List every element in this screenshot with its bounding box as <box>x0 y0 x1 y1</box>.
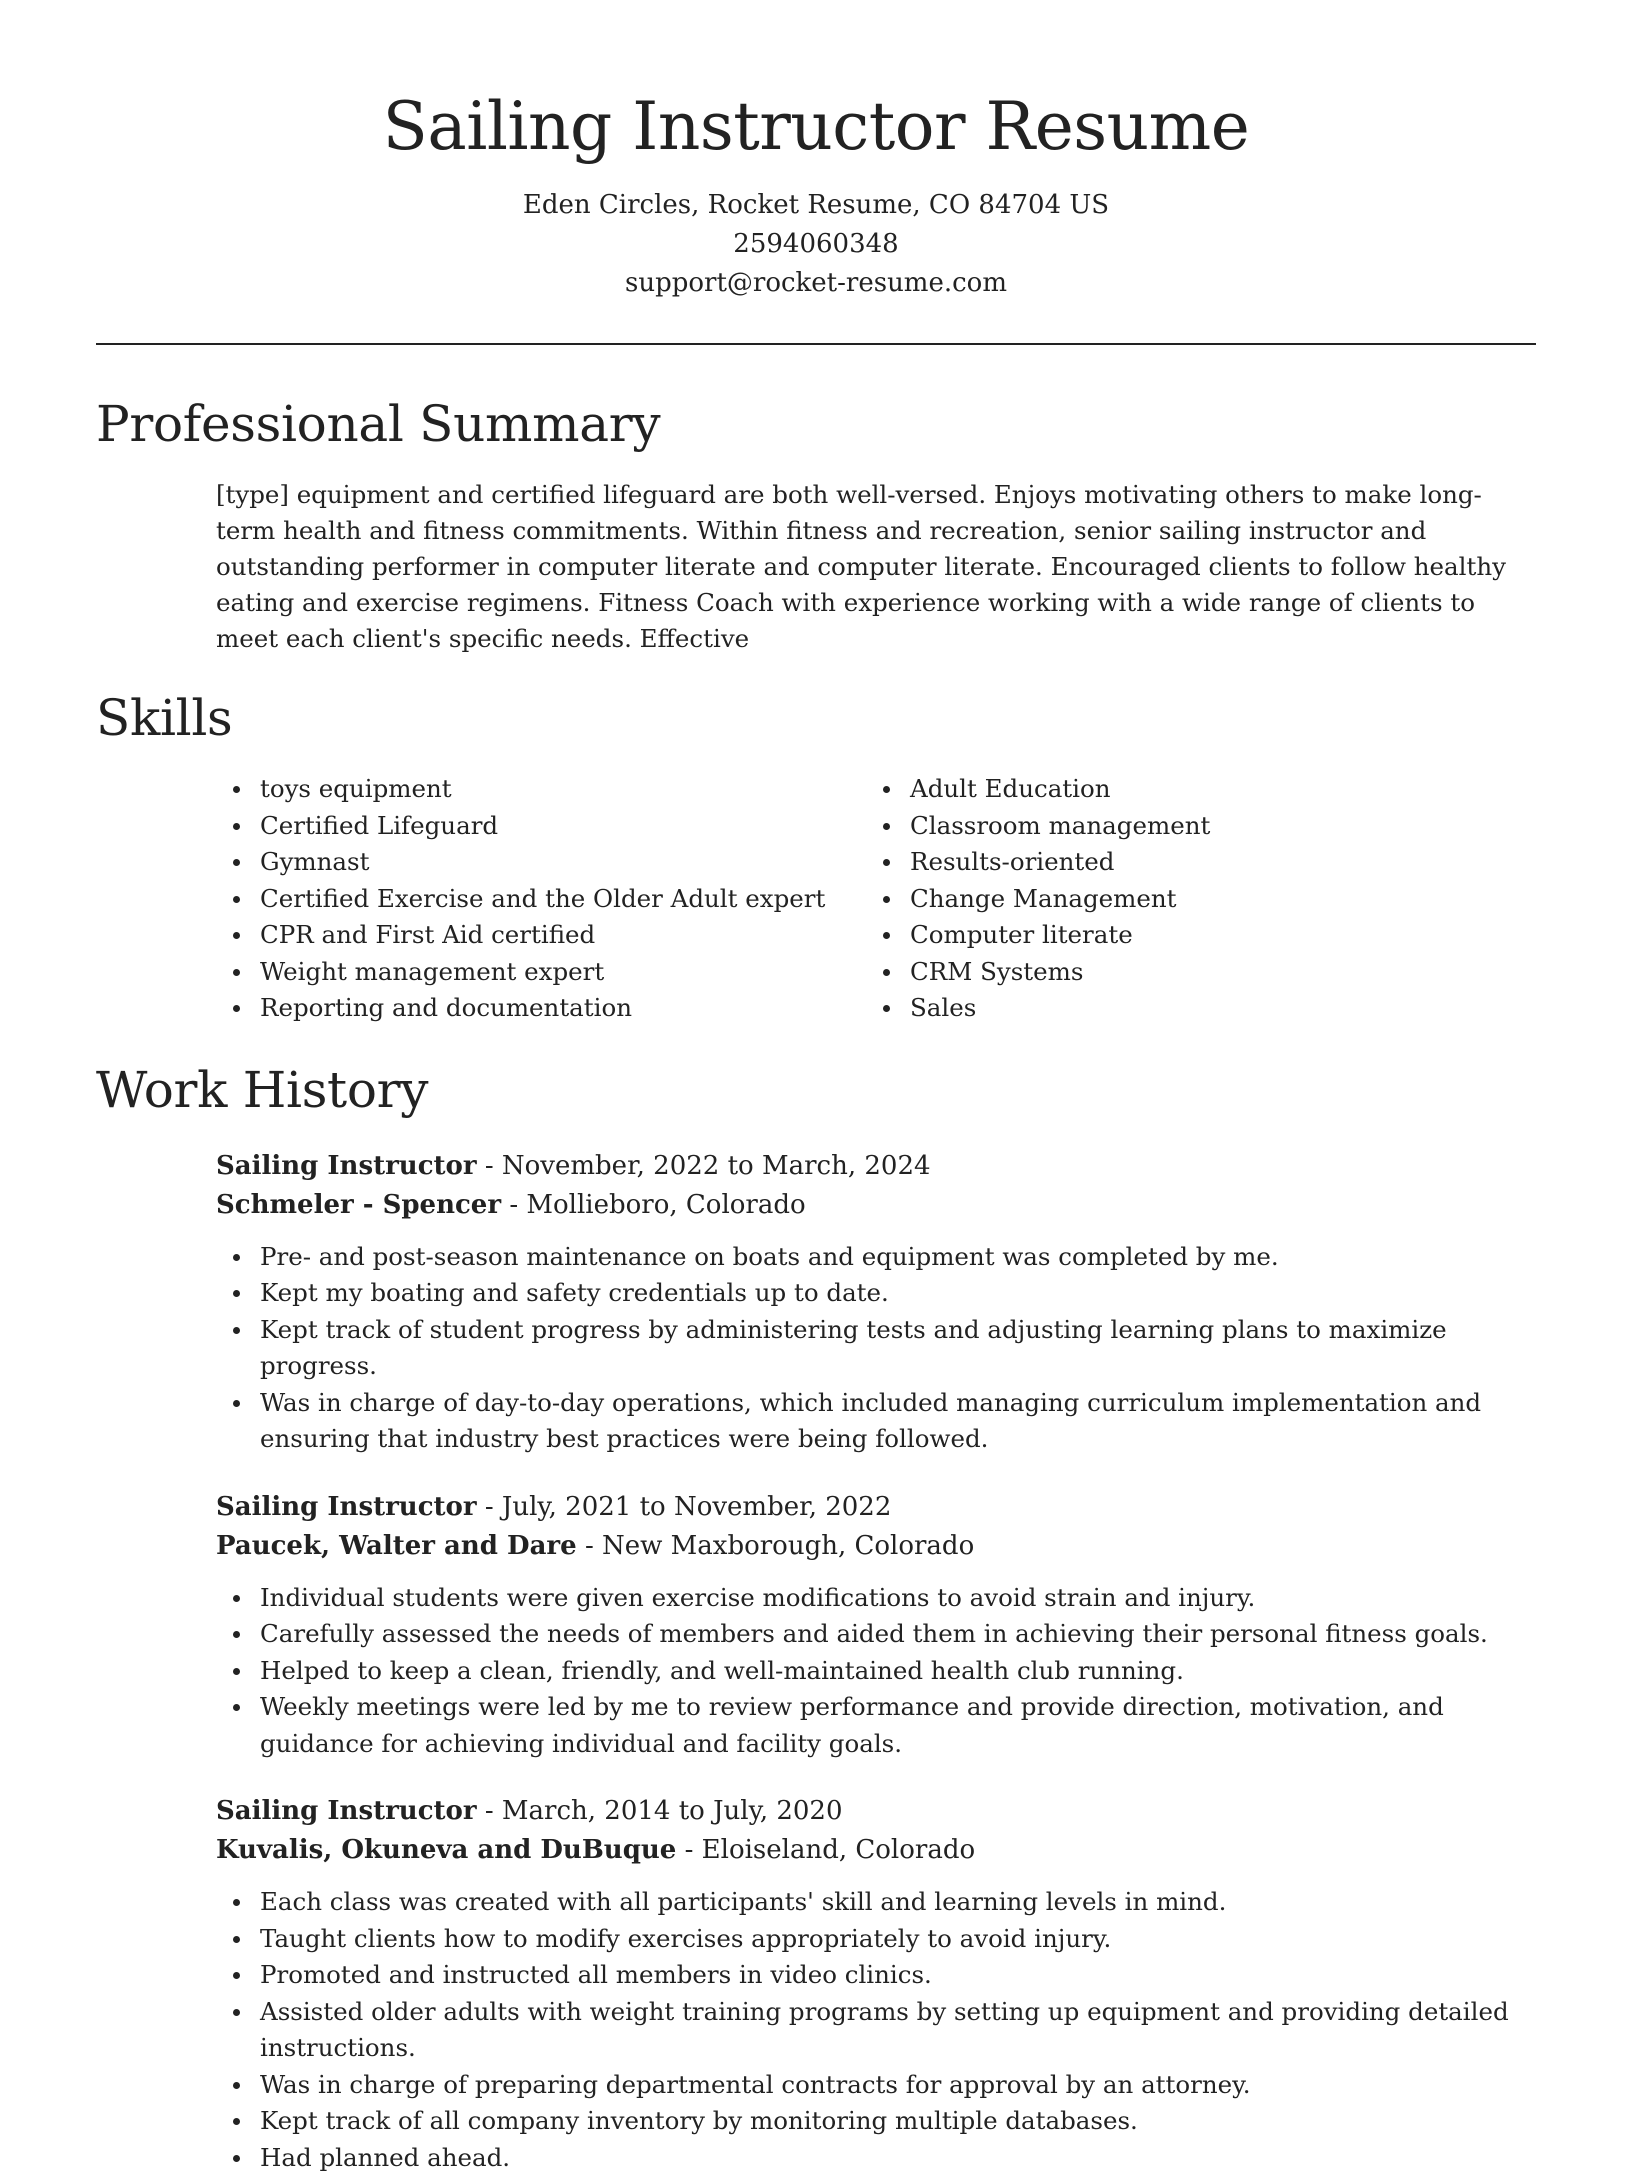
job-role: Sailing Instructor <box>216 1492 477 1522</box>
job-duty-item: Each class was created with all participants' skill and learning levels in mind. <box>216 1884 1536 1921</box>
job-company: Paucek, Walter and Dare <box>216 1531 577 1561</box>
job-duty-item: Taught clients how to modify exercises appropriately to avoid injury. <box>216 1921 1536 1958</box>
skill-item: Adult Education <box>866 771 1466 808</box>
skill-item: Sales <box>866 990 1466 1027</box>
job-duty-item: Kept track of student progress by administering tests and adjusting learning plans to maximize progress. <box>216 1312 1536 1385</box>
skill-item: toys equipment <box>216 771 866 808</box>
job-dates: - July, 2021 to November, 2022 <box>477 1492 892 1522</box>
job-role: Sailing Instructor <box>216 1796 477 1826</box>
job-duties-list <box>216 1884 1536 2176</box>
job-duty-item: Was in charge of day-to-day operations, which included managing curriculum implementation and ensuring that industry best practices were being followed. <box>216 1385 1536 1458</box>
skill-item: Certified Lifeguard <box>216 808 866 845</box>
header-divider <box>96 343 1536 345</box>
job-company-line <box>216 1527 1536 1566</box>
skill-item: Computer literate <box>866 917 1466 954</box>
job-duty-item: Individual students were given exercise modifications to avoid strain and injury. <box>216 1580 1536 1617</box>
job-entry <box>216 1488 1536 1763</box>
job-company-line <box>216 1186 1536 1225</box>
job-duty-item: Weekly meetings were led by me to review performance and provide direction, motivation, and guidance for achieving individual and facility goals. <box>216 1689 1536 1762</box>
skill-item: CRM Systems <box>866 954 1466 991</box>
summary-heading: Professional Summary <box>96 391 1536 457</box>
email-text: support@rocket-resume.com <box>96 264 1536 303</box>
skill-item: CPR and First Aid certified <box>216 917 866 954</box>
skill-item: Change Management <box>866 881 1466 918</box>
resume-header <box>96 0 1536 303</box>
skill-item: Certified Exercise and the Older Adult expert <box>216 881 866 918</box>
job-duties-list <box>216 1239 1536 1458</box>
job-duty-item: Carefully assessed the needs of members and aided them in achieving their personal fitness goals. <box>216 1616 1536 1653</box>
job-company: Kuvalis, Okuneva and DuBuque <box>216 1835 676 1865</box>
skills-heading: Skills <box>96 685 1536 751</box>
job-company: Schmeler - Spencer <box>216 1190 501 1220</box>
job-duty-item: Assisted older adults with weight training programs by setting up equipment and providing detailed instructions. <box>216 1994 1536 2067</box>
job-duties-list <box>216 1580 1536 1763</box>
job-dates: - November, 2022 to March, 2024 <box>477 1151 931 1181</box>
work-history-heading: Work History <box>96 1057 1536 1123</box>
skill-item: Weight management expert <box>216 954 866 991</box>
job-dates: - March, 2014 to July, 2020 <box>477 1796 843 1826</box>
phone-text: 2594060348 <box>96 225 1536 264</box>
skills-column-left <box>216 771 866 1027</box>
page-title: Sailing Instructor Resume <box>96 82 1536 172</box>
skill-item: Gymnast <box>216 844 866 881</box>
skill-item: Reporting and documentation <box>216 990 866 1027</box>
job-duty-item: Helped to keep a clean, friendly, and well-maintained health club running. <box>216 1653 1536 1690</box>
job-duty-item: Had planned ahead. <box>216 2140 1536 2176</box>
job-entry <box>216 1792 1536 2176</box>
job-location: - New Maxborough, Colorado <box>577 1531 975 1561</box>
job-location: - Mollieboro, Colorado <box>501 1190 806 1220</box>
job-location: - Eloiseland, Colorado <box>676 1835 975 1865</box>
job-title-line <box>216 1147 1536 1186</box>
job-duty-item: Pre- and post-season maintenance on boats and equipment was completed by me. <box>216 1239 1536 1276</box>
skill-item: Results-oriented <box>866 844 1466 881</box>
summary-text: [type] equipment and certified lifeguard are both well-versed. Enjoys motivating others to make long-term health and fitness commitments. Within fitness and recreation, senior sailing instructor and outstanding performer in computer literate and computer literate. Encouraged clients to follow healthy eating and exercise regimens. Fitness Coach with experience working with a wide range of clients to meet each client's specific needs. Effective <box>216 477 1536 657</box>
job-duty-item: Kept my boating and safety credentials up to date. <box>216 1275 1536 1312</box>
address-text: Eden Circles, Rocket Resume, CO 84704 US <box>96 186 1536 225</box>
job-duty-item: Promoted and instructed all members in video clinics. <box>216 1957 1536 1994</box>
job-duty-item: Kept track of all company inventory by monitoring multiple databases. <box>216 2103 1536 2140</box>
resume-page <box>96 0 1536 2176</box>
skills-list <box>216 771 1536 1027</box>
job-role: Sailing Instructor <box>216 1151 477 1181</box>
skill-item: Classroom management <box>866 808 1466 845</box>
job-company-line <box>216 1831 1536 1870</box>
job-title-line <box>216 1488 1536 1527</box>
job-entry <box>216 1147 1536 1458</box>
job-duty-item: Was in charge of preparing departmental contracts for approval by an attorney. <box>216 2067 1536 2104</box>
skills-column-right <box>866 771 1466 1027</box>
job-title-line <box>216 1792 1536 1831</box>
